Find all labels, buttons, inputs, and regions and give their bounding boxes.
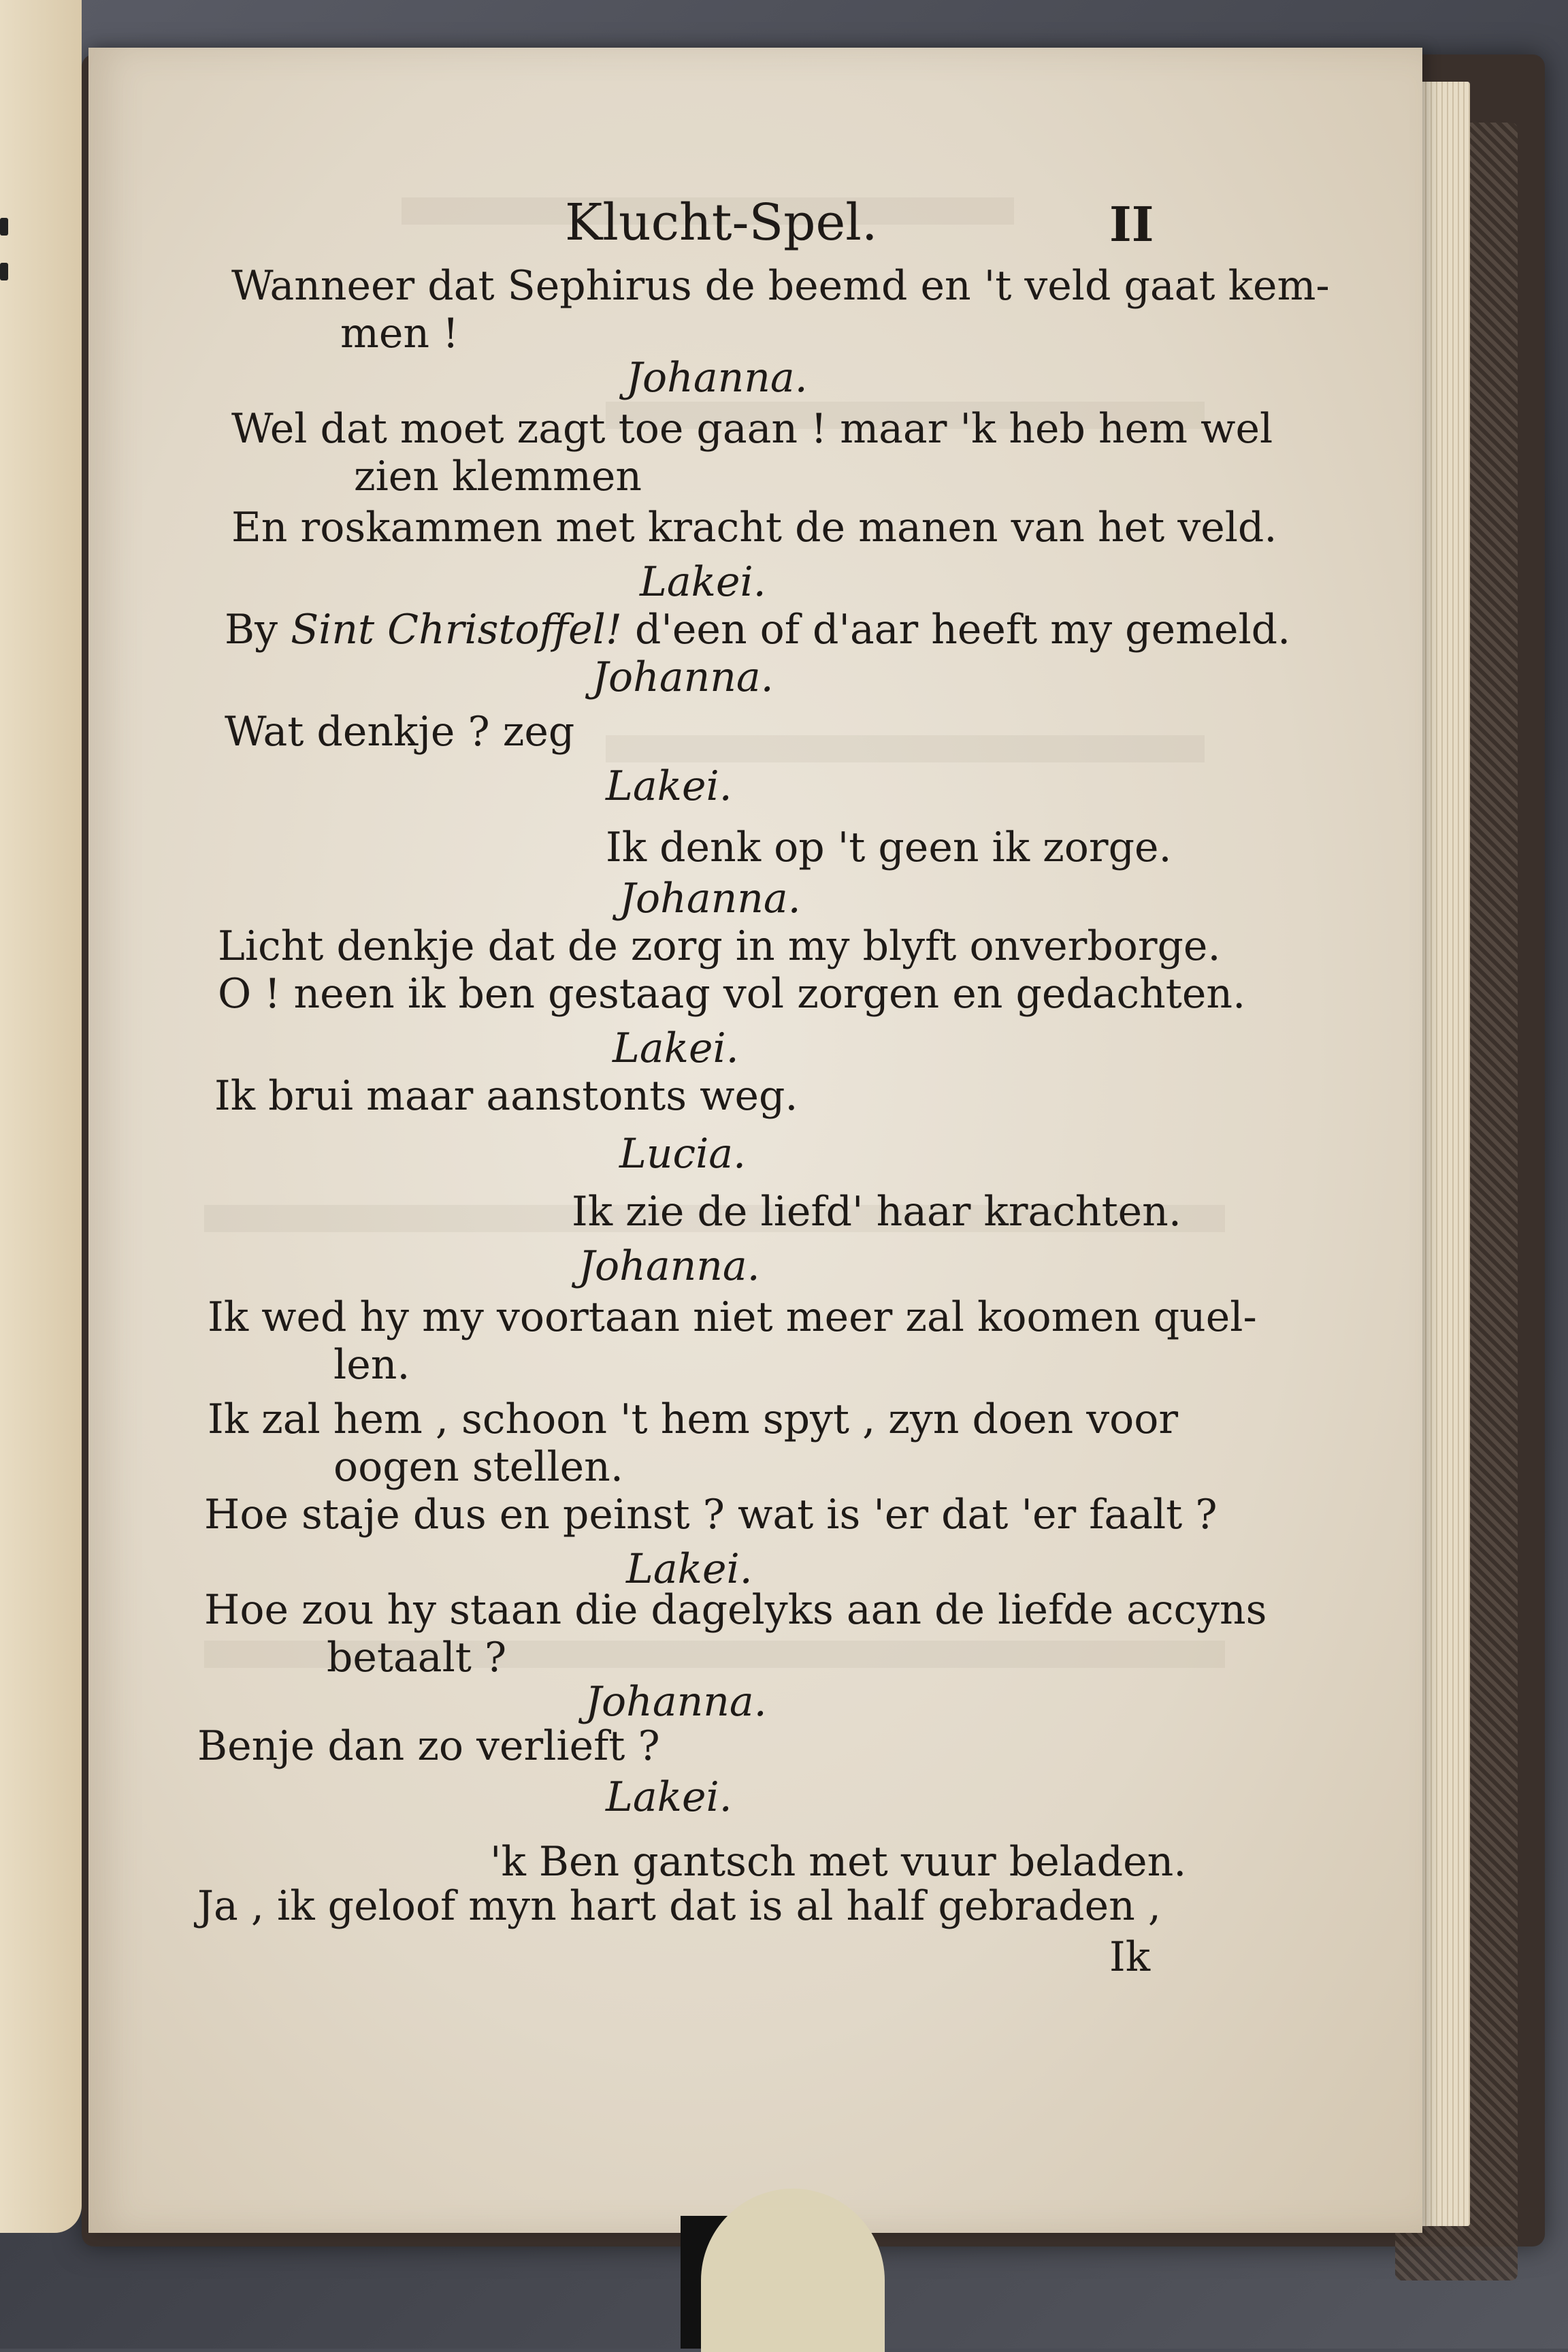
catchword: Ik: [1109, 1933, 1151, 1981]
verse-line: Ik denk op 't geen ik zorge.: [606, 824, 1172, 871]
speaker-name: Johanna.: [578, 1242, 760, 1290]
verse-line: Wanneer dat Sephirus de beemd en 't veld gaat kem-: [231, 262, 1330, 310]
verse-line: betaalt ?: [327, 1634, 507, 1681]
verse-line: Ja , ik geloof myn hart dat is al half gebraden ,: [197, 1882, 1161, 1930]
facing-page-edge: [0, 0, 82, 2233]
speaker-name: Lakei.: [606, 762, 732, 810]
bleed-through: [606, 735, 1205, 762]
verse-line: Hoe zou hy staan die dagelyks aan de liefde accyns: [204, 1586, 1267, 1634]
speaker-name: Lakei.: [606, 1773, 732, 1821]
verse-line: Wat denkje ? zeg: [225, 708, 575, 756]
verse-line: Ik wed hy my voortaan niet meer zal koomen quel-: [208, 1293, 1257, 1341]
verse-line: Ik zal hem , schoon 't hem spyt , zyn doen voor: [208, 1396, 1179, 1443]
speaker-name: Lucia.: [619, 1130, 747, 1178]
verse-line: [225, 606, 1291, 654]
speaker-name: Johanna.: [585, 1678, 767, 1726]
speaker-name: Lakei.: [626, 1545, 753, 1593]
facing-page-marks: [0, 218, 10, 308]
verse-line: Wel dat moet zagt toe gaan ! maar 'k heb hem wel: [231, 405, 1273, 453]
speaker-name: Lakei.: [640, 558, 766, 606]
running-head: Klucht-Spel.: [565, 193, 878, 252]
verse-segment: d'een of d'aar heeft my gemeld.: [621, 606, 1291, 654]
verse-line: zien klemmen: [354, 453, 642, 500]
speaker-name: Johanna.: [619, 875, 801, 922]
verse-line: O ! neen ik ben gestaag vol zorgen en gedachten.: [218, 970, 1246, 1018]
verse-line: Licht denkje dat de zorg in my blyft onverborge.: [218, 922, 1221, 970]
page-number: II: [1109, 196, 1154, 253]
verse-line: Ik brui maar aanstonts weg.: [214, 1072, 798, 1120]
verse-line: Benje dan zo verlieft ?: [197, 1722, 660, 1770]
speaker-name: Johanna.: [626, 354, 808, 402]
verse-line: oogen stellen.: [333, 1443, 623, 1491]
book-page: [88, 48, 1422, 2233]
verse-line: men !: [340, 310, 459, 357]
verse-line: Ik zie de liefd' haar krachten.: [572, 1188, 1181, 1236]
verse-line: 'k Ben gantsch met vuur beladen.: [490, 1838, 1187, 1886]
verse-line: Hoe staje dus en peinst ? wat is 'er dat 'er faalt ?: [204, 1491, 1218, 1539]
verse-line: En roskammen met kracht de manen van het veld.: [231, 504, 1277, 551]
speaker-name: Lakei.: [612, 1025, 739, 1072]
verse-segment: By: [225, 606, 291, 654]
oath-italic: Sint Christoffel!: [291, 606, 622, 654]
verse-line: len.: [333, 1341, 410, 1389]
speaker-name: Johanna.: [592, 654, 774, 701]
